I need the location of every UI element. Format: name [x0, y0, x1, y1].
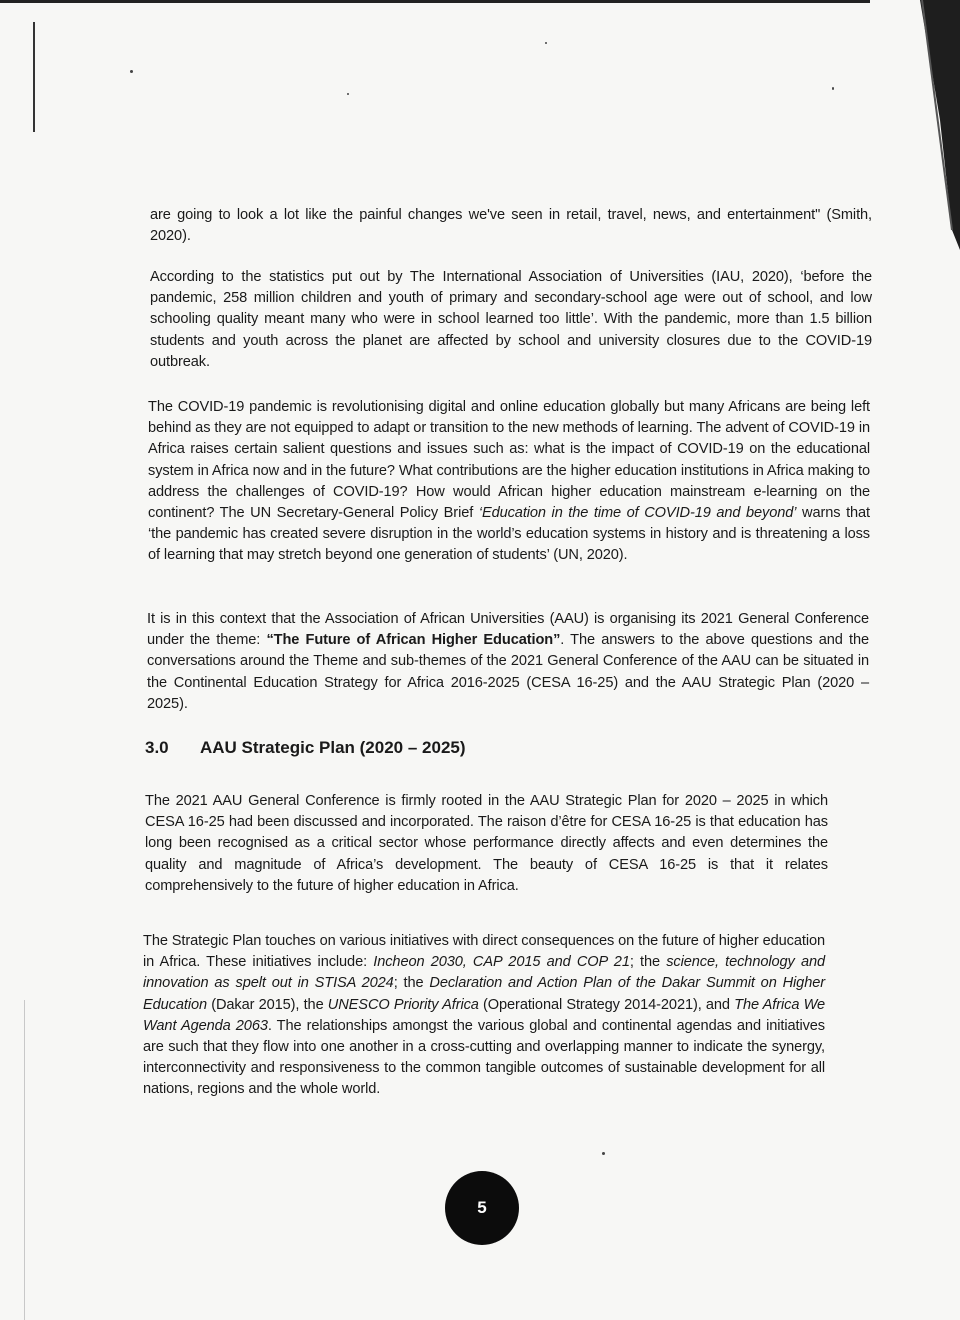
scan-corner-shadow — [860, 0, 960, 260]
scan-speck — [130, 70, 133, 73]
text-segment: (Operational Strategy 2014-2021), and — [478, 996, 735, 1013]
scan-edge-left — [33, 22, 35, 132]
text-segment: Incheon 2030, CAP 2015 and COP 21 — [373, 954, 630, 971]
text-segment: . The relationships amongst the various global and continental agendas and initiatives are such that they flow into one another in a cross-cutting and overlapping manner to indicate the synergy, interconnectivity and responsiveness to the common tangible outcomes of sustainable development for all nations, regions and the whole world. — [143, 1017, 825, 1098]
text-segment: “The Future of African Higher Education” — [266, 632, 561, 649]
scan-speck — [347, 93, 349, 95]
text-segment: The Strategic Plan touches on various initiatives with direct consequences on the future of higher education in Africa. These initiatives include: — [143, 933, 826, 971]
text-segment: The Africa We Want Agenda 2063 — [143, 996, 825, 1034]
scan-speck — [832, 87, 834, 90]
paragraph-1 — [150, 205, 872, 247]
text-segment: warns that ‘the pandemic has created severe disruption in the world’s education systems in history and is threatening a loss of learning that may stretch beyond one generation of students’ (UN, 2020). — [148, 505, 871, 564]
paragraph-3 — [148, 397, 870, 567]
text-segment: The 2021 AAU General Conference is firmly rooted in the AAU Strategic Plan for 2020 – 2025 in which CESA 16-25 had been discussed and incorporated. The raison d’être for CESA 16-25 is that education has long been recognised as a critical sector whose performance directly affects and even determines the quality and magnitude of Africa’s development. The beauty of CESA 16-25 is that it relates comprehensively to the future of higher education in Africa. — [145, 793, 828, 894]
scan-edge-left-lower — [24, 1000, 25, 1320]
text-segment: ; the — [629, 954, 667, 971]
paragraph-6 — [143, 931, 825, 1101]
text-segment: UNESCO Priority Africa — [327, 996, 479, 1013]
page-number: 5 — [477, 1198, 487, 1217]
section-heading — [145, 738, 466, 758]
text-segment: According to the statistics put out by The International Association of Universities (IAU, 2020), ‘before the pandemic, 258 million children and youth of primary and secondary-school age were out of school, and low schooling quality meant many who were in school learned too little’. With the pandemic, more than 1.5 billion students and youth across the planet are affected by school and university closures due to the COVID-19 outbreak. — [150, 269, 872, 370]
scan-edge-top — [0, 0, 870, 3]
text-segment: It is in this context that the Association of African Universities (AAU) is organising its 2021 General Conference under the theme: — [147, 611, 869, 649]
text-segment: Declaration and Action Plan of the Dakar Summit on Higher Education — [143, 975, 825, 1013]
page-number-badge — [445, 1171, 519, 1245]
text-segment: (Dakar 2015), the — [207, 996, 328, 1013]
paragraph-2 — [150, 267, 872, 373]
paragraph-5 — [145, 791, 828, 897]
paragraph-4 — [147, 609, 869, 715]
text-segment: The COVID-19 pandemic is revolutionising digital and online education globally but many Africans are being left behind as they are not equipped to adapt or transition to the new methods of learning. The advent of COVID-19 in Africa raises certain salient questions and issues such as: what is the impact of COVID-19 on the educational system in Africa now and in the future? What contributions are the higher education institutions in Africa making to address the challenges of COVID-19? How would African higher education mainstream e-learning on the continent? The UN Secretary-General Policy Brief — [148, 399, 870, 522]
text-segment: are going to look a lot like the painful changes we've seen in retail, travel, news, and entertainment" (Smith, 2020). — [150, 207, 872, 245]
scan-speck — [602, 1152, 605, 1155]
text-segment: science, technology and innovation as spelt out in STISA 2024 — [143, 954, 825, 992]
section-title: AAU Strategic Plan (2020 – 2025) — [200, 738, 466, 757]
scan-speck — [545, 42, 547, 44]
text-segment: . The answers to the above questions and the conversations around the Theme and sub-themes of the 2021 General Conference of the AAU can be situated in the Continental Education Strategy for Africa 2016-2025 (CESA 16-25) and the AAU Strategic Plan (2020 – 2025). — [147, 632, 869, 712]
text-segment: ; the — [393, 975, 430, 992]
section-number: 3.0 — [145, 738, 169, 757]
text-segment: ‘Education in the time of COVID-19 and beyond’ — [478, 505, 797, 522]
